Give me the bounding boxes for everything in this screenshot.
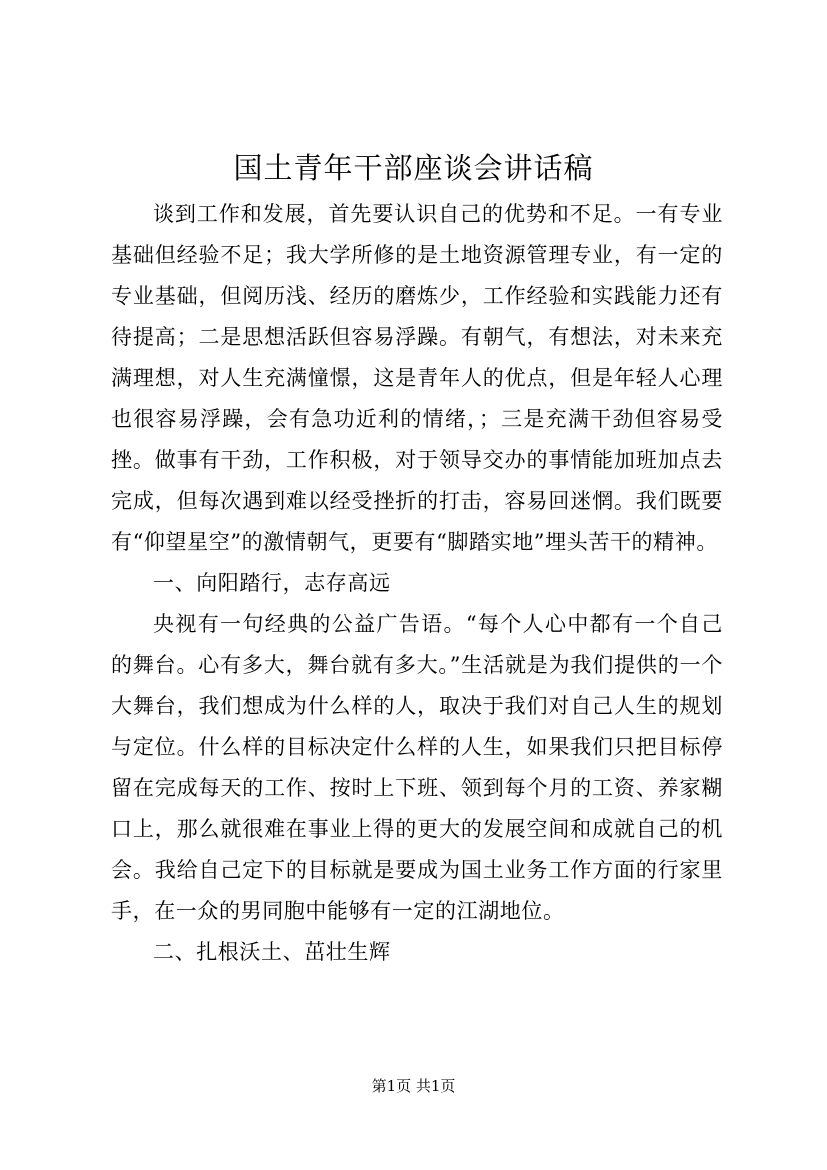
body-paragraph-2: 央视有一句经典的公益广告语。“每个人心中都有一个自己的舞台。心有多大，舞台就有多大。”生活就是为我们提供的一个大舞台，我们想成为什么样的人，取决于我们对自己人生的规划与定位。什么样的目标决定什么样的人生，如果我们只把目标停留在完成每天的工作、按时上下班、领到每个月的工资、养家糊口上，那么就很难在事业上得的更大的发展空间和成就自己的机会。我给自己定下的目标就是要成为国土业务工作方面的行家里手，在一众的男同胞中能够有一定的江湖地位。 <box>111 612 723 923</box>
page-footer: 第1页 共1页 <box>371 1077 456 1095</box>
section-heading-1: 一、向阳踏行，志存高远 <box>153 571 391 595</box>
section-heading-2: 二、扎根沃土、茁壮生辉 <box>153 940 391 964</box>
document-title: 国土青年干部座谈会讲话稿 <box>233 151 594 185</box>
body-paragraph-1: 谈到工作和发展，首先要认识自己的优势和不足。一有专业基础但经验不足；我大学所修的是土地资源管理专业，有一定的专业基础，但阅历浅、经历的磨炼少，工作经验和实践能力还有待提高；二是思想活跃但容易浮躁。有朝气，有想法，对未来充满理想，对人生充满憧憬，这是青年人的优点，但是年轻人心理也很容易浮躁，会有急功近利的情绪，；三是充满干劲但容易受挫。做事有干劲，工作积极，对于领导交办的事情能加班加点去完成，但每次遇到难以经受挫折的打击，容易回迷惘。我们既要有“仰望星空”的激情朝气，更要有“脚踏实地”埋头苦干的精神。 <box>111 202 723 554</box>
document-body <box>111 194 723 973</box>
